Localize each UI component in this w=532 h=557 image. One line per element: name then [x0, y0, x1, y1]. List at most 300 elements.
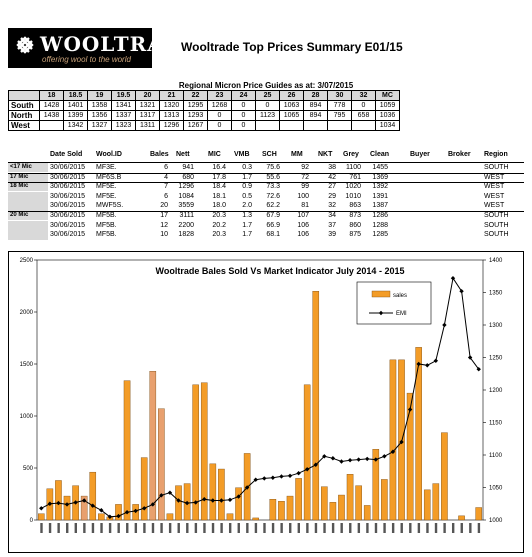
sales-cell: MF6S.B: [96, 173, 122, 181]
emi-point: [228, 498, 232, 502]
sales-bar: [321, 487, 327, 520]
emi-point: [442, 323, 446, 327]
micron-price-cell: [304, 121, 328, 131]
sales-bar: [296, 478, 302, 520]
sales-cell: 3559: [178, 202, 194, 210]
wool-knot-icon: [14, 34, 36, 56]
sales-cell: WEST: [484, 173, 505, 181]
sales-cell: 34: [328, 212, 336, 219]
sales-cell: 863: [349, 202, 361, 210]
micron-price-cell: [40, 121, 64, 131]
sales-cell: 75.6: [266, 164, 280, 171]
sales-cell: 55.6: [266, 173, 280, 181]
x-tick-label: [435, 523, 437, 533]
sales-cell: 67.9: [266, 212, 280, 219]
emi-point: [339, 459, 343, 463]
legend-sales-label: sales: [393, 293, 408, 299]
micron-price-cell: 894: [304, 111, 328, 121]
x-tick-label: [392, 523, 394, 533]
sales-bar: [235, 488, 241, 520]
sales-cell: 20.3: [212, 231, 226, 239]
sales-bar: [424, 490, 430, 520]
sales-bar: [175, 486, 181, 520]
sales-bar: [347, 474, 353, 520]
sales-bar: [253, 518, 259, 520]
sales-bar: [458, 516, 464, 520]
micron-price-cell: 1320: [160, 101, 184, 111]
emi-point: [271, 476, 275, 480]
sales-column-header: MM: [291, 151, 303, 158]
sales-bar: [167, 514, 173, 520]
sales-column-header: Date Sold: [50, 151, 83, 158]
sales-column-header: Broker: [448, 151, 471, 158]
sales-bar: [193, 385, 199, 520]
x-tick-label: [323, 523, 325, 533]
micron-price-cell: 0: [256, 101, 280, 111]
micron-price-cell: 1059: [376, 101, 400, 111]
sales-bar: [407, 393, 413, 520]
x-tick-label: [340, 523, 342, 533]
micron-column-header: 21: [160, 91, 184, 101]
x-tick-label: [92, 523, 94, 533]
wooltrade-logo: [8, 28, 199, 68]
x-tick-label: [306, 523, 308, 533]
sales-cell: 4: [164, 173, 168, 181]
x-tick-label: [401, 523, 403, 533]
right-axis-tick-label: 1000: [489, 518, 503, 524]
micron-price-cell: 1337: [112, 111, 136, 121]
micron-column-header: 20: [136, 91, 160, 101]
micron-price-cell: 0: [208, 111, 232, 121]
sales-cell: 30/06/2015: [50, 212, 86, 219]
left-axis-tick-label: 2500: [19, 258, 33, 264]
micron-price-cell: 1036: [376, 111, 400, 121]
sales-row: [8, 211, 524, 220]
x-tick-label: [426, 523, 428, 533]
micron-price-cell: 658: [352, 111, 376, 121]
sales-cell: 3111: [179, 212, 194, 219]
sales-bar: [390, 360, 396, 520]
micron-price-cell: 1065: [280, 111, 304, 121]
bales-vs-emi-chart: [8, 251, 524, 553]
right-axis-tick-label: 1050: [489, 485, 503, 492]
micron-price-cell: 795: [328, 111, 352, 121]
sales-cell: 106: [297, 231, 309, 239]
region-label: South: [9, 101, 40, 111]
x-tick-label: [246, 523, 248, 533]
sales-cell: 72.6: [266, 192, 280, 200]
sales-cell: 30/06/2015: [50, 221, 86, 229]
x-tick-label: [212, 523, 214, 533]
sales-cell: 42: [328, 173, 336, 181]
x-tick-label: [255, 523, 257, 533]
x-tick-label: [40, 523, 42, 533]
sales-column-header: Nett: [176, 151, 190, 158]
sales-row: [8, 182, 524, 191]
micron-group-label: <17 Mic: [8, 163, 48, 172]
sales-cell: 27: [328, 183, 336, 191]
sales-cell: 29: [328, 192, 336, 200]
sales-cell: 30/06/2015: [50, 173, 86, 181]
x-tick-label: [358, 523, 360, 533]
sales-row: [8, 201, 524, 210]
sales-cell: SOUTH: [484, 231, 509, 239]
sales-column-header: Buyer: [410, 151, 430, 158]
micron-group-fill: [8, 201, 48, 211]
micron-price-cell: 1313: [160, 111, 184, 121]
x-tick-label: [75, 523, 77, 533]
x-tick-label: [289, 523, 291, 533]
sales-cell: 37: [328, 221, 336, 229]
sales-cell: MF5E.: [96, 183, 117, 191]
x-tick-label: [186, 523, 188, 533]
sales-column-header: Clean: [370, 151, 390, 158]
emi-point: [425, 363, 429, 367]
sales-cell: 1288: [372, 221, 388, 229]
micron-column-header: 30: [328, 91, 352, 101]
micron-group-label: 17 Mic: [8, 173, 48, 182]
legend-box: [357, 282, 431, 324]
x-tick-label: [409, 523, 411, 533]
micron-row: [9, 101, 400, 111]
micron-price-cell: 0: [232, 121, 256, 131]
emi-point: [434, 359, 438, 363]
micron-price-cell: 778: [328, 101, 352, 111]
micron-price-cell: 1401: [64, 101, 88, 111]
micron-price-cell: 0: [232, 101, 256, 111]
micron-guide-title: Regional Micron Price Guides as at: 3/07/2015: [178, 81, 354, 90]
micron-price-cell: 1327: [88, 121, 112, 131]
emi-point: [279, 474, 283, 478]
sales-cell: WEST: [484, 202, 505, 210]
x-tick-label: [315, 523, 317, 533]
sales-cell: 2200: [178, 221, 194, 229]
sales-column-header: Region: [484, 151, 508, 158]
micron-column-header: 32: [352, 91, 376, 101]
sales-cell: 761: [349, 173, 361, 181]
sales-bar: [90, 472, 96, 520]
sales-cell: 1010: [345, 192, 361, 200]
sales-bar: [476, 508, 482, 520]
sales-cell: 1296: [178, 183, 194, 191]
sales-cell: 7: [164, 183, 168, 191]
region-label: North: [9, 111, 40, 121]
sales-bar: [356, 486, 362, 520]
micron-column-header: 24: [232, 91, 256, 101]
sales-cell: 860: [349, 221, 361, 229]
sales-cell: 81: [301, 202, 309, 210]
left-axis-tick-label: 1000: [19, 414, 33, 420]
sales-cell: 0.9: [242, 183, 252, 191]
x-tick-label: [272, 523, 274, 533]
chart-legend: [357, 282, 431, 324]
sales-cell: 20.2: [212, 221, 226, 229]
sales-column-header: VMB: [234, 151, 250, 158]
sales-cell: 20: [160, 202, 168, 210]
micron-column-header: 19.5: [112, 91, 136, 101]
micron-group-label: 18 Mic: [8, 182, 48, 191]
micron-group-fill: [8, 221, 48, 231]
sales-cell: 100: [297, 192, 309, 200]
x-tick-label: [366, 523, 368, 533]
sales-cell: 17.8: [212, 173, 226, 181]
sales-cell: SOUTH: [484, 164, 509, 171]
micron-column-header: 19: [88, 91, 112, 101]
sales-cell: MF5B.: [96, 221, 117, 229]
x-tick-label: [332, 523, 334, 533]
micron-price-cell: 1399: [64, 111, 88, 121]
sales-cell: WEST: [484, 192, 505, 200]
micron-price-cell: [328, 121, 352, 131]
x-tick-label: [126, 523, 128, 533]
sales-bar: [124, 381, 130, 520]
micron-price-cell: [256, 121, 280, 131]
sales-cell: 30/06/2015: [50, 192, 86, 200]
micron-price-cell: 894: [304, 101, 328, 111]
sales-bar: [141, 458, 147, 520]
micron-price-cell: 1358: [88, 101, 112, 111]
micron-price-cell: 0: [352, 101, 376, 111]
micron-price-cell: 1267: [184, 121, 208, 131]
right-axis-tick-label: 1250: [489, 355, 503, 362]
micron-price-cell: 1438: [40, 111, 64, 121]
sales-cell: 20.3: [212, 212, 226, 219]
micron-price-cell: 1341: [112, 101, 136, 111]
emi-point: [288, 474, 292, 478]
sales-bar: [304, 385, 310, 520]
sales-row: [8, 230, 524, 239]
sales-cell: 0.5: [242, 192, 252, 200]
sales-cell: MF5E.: [96, 192, 117, 200]
sales-cell: 1020: [345, 183, 361, 191]
emi-point: [382, 454, 386, 458]
x-tick-label: [280, 523, 282, 533]
emi-point: [348, 458, 352, 462]
emi-point: [39, 506, 43, 510]
x-tick-label: [100, 523, 102, 533]
right-axis-tick-label: 1400: [489, 258, 503, 264]
micron-column-header: 26: [280, 91, 304, 101]
x-tick-label: [169, 523, 171, 533]
sales-cell: 17: [160, 212, 168, 219]
micron-row: [9, 121, 400, 131]
sales-cell: 0.3: [242, 164, 252, 171]
sales-bar: [218, 469, 224, 520]
sales-cell: 1391: [372, 192, 388, 200]
sales-cell: 1084: [178, 192, 194, 200]
x-tick-label: [203, 523, 205, 533]
legend-sales-swatch: [372, 291, 390, 297]
x-tick-label: [229, 523, 231, 533]
x-tick-label: [452, 523, 454, 533]
sales-cell: 1100: [345, 164, 361, 171]
x-tick-label: [469, 523, 471, 533]
sales-cell: SOUTH: [484, 221, 509, 229]
micron-price-cell: 1311: [136, 121, 160, 131]
micron-price-cell: 1296: [160, 121, 184, 131]
micron-price-cell: 1034: [376, 121, 400, 131]
x-tick-label: [349, 523, 351, 533]
sales-bar: [270, 499, 276, 520]
micron-column-header: 25: [256, 91, 280, 101]
sales-cell: 1369: [372, 173, 388, 181]
emi-point: [262, 476, 266, 480]
x-tick-label: [220, 523, 222, 533]
sales-cell: 10: [160, 231, 168, 239]
sales-column-header: NKT: [318, 151, 333, 158]
sales-bar: [287, 496, 293, 520]
x-tick-label: [418, 523, 420, 533]
sales-cell: 68.1: [266, 231, 280, 239]
sales-column-header: Wool.ID: [96, 151, 122, 158]
sales-cell: 62.2: [266, 202, 280, 210]
sales-cell: MWF5S.: [96, 202, 124, 210]
right-axis-tick-label: 1300: [489, 323, 503, 329]
right-axis-tick-label: 1200: [489, 388, 503, 394]
micron-group-fill: [8, 230, 48, 240]
left-axis-tick-label: 500: [22, 466, 33, 472]
sales-cell: 6: [164, 192, 168, 200]
x-tick-label: [478, 523, 480, 533]
sales-cell: 1455: [372, 164, 388, 171]
micron-column-header: 22: [184, 91, 208, 101]
sales-bar: [55, 480, 61, 520]
left-axis-tick-label: 1500: [19, 362, 33, 368]
x-tick-label: [83, 523, 85, 533]
micron-column-header: 18.5: [64, 91, 88, 101]
left-axis-tick-label: 2000: [19, 310, 33, 316]
sales-cell: 6: [164, 164, 168, 171]
sales-cell: 106: [297, 221, 309, 229]
x-tick-label: [298, 523, 300, 533]
micron-price-cell: [352, 121, 376, 131]
x-tick-label: [135, 523, 137, 533]
sales-cell: 18.0: [212, 202, 226, 210]
x-tick-label: [109, 523, 111, 533]
sales-bar: [441, 433, 447, 520]
sales-cell: 73.3: [266, 183, 280, 191]
micron-column-header: 28: [304, 91, 328, 101]
sales-cell: 1.3: [242, 212, 252, 219]
sales-cell: 12: [160, 221, 168, 229]
micron-price-cell: 1342: [64, 121, 88, 131]
micron-price-cell: 1063: [280, 101, 304, 111]
sales-row: [8, 163, 524, 172]
sales-cell: 2.0: [242, 202, 252, 210]
sales-cell: 107: [297, 212, 309, 219]
micron-price-table: [8, 90, 400, 131]
x-tick-label: [178, 523, 180, 533]
sales-cell: 18.4: [212, 183, 226, 191]
chart-title: Wooltrade Bales Sold Vs Market Indicator July 2014 - 2015: [155, 266, 405, 276]
micron-price-cell: 1356: [88, 111, 112, 121]
sales-bar: [330, 502, 336, 520]
sales-cell: 30/06/2015: [50, 231, 86, 239]
sales-bar: [313, 291, 319, 520]
sales-cell: 32: [328, 202, 336, 210]
micron-price-cell: 1321: [136, 101, 160, 111]
page-title: Wooltrade Top Prices Summary E01/15: [181, 40, 403, 54]
left-axis-tick-label: 0: [29, 518, 33, 524]
sales-row: [8, 192, 524, 201]
micron-header-blank: [9, 91, 40, 101]
emi-point: [365, 457, 369, 461]
x-tick-label: [160, 523, 162, 533]
sales-cell: 1387: [372, 202, 388, 210]
sales-cell: 1.7: [242, 221, 252, 229]
sales-cell: 38: [328, 164, 336, 171]
micron-price-cell: 1317: [136, 111, 160, 121]
micron-group-label: 20 Mic: [8, 211, 48, 220]
sales-cell: 1286: [372, 212, 388, 219]
sales-row: [8, 221, 524, 230]
emi-point: [331, 456, 335, 460]
sales-column-header: MIC: [208, 151, 221, 158]
micron-group-fill: [8, 192, 48, 202]
sales-cell: 1392: [372, 183, 388, 191]
right-axis-tick-label: 1100: [489, 453, 502, 459]
brand-name: WOOLTRADE: [40, 32, 199, 56]
sales-cell: 873: [349, 212, 361, 219]
x-tick-label: [383, 523, 385, 533]
sales-cell: 39: [328, 231, 336, 239]
sales-bar: [338, 495, 344, 520]
micron-price-cell: 1428: [40, 101, 64, 111]
sales-bar: [158, 409, 164, 520]
sales-cell: MF3E.: [96, 164, 117, 171]
emi-point: [356, 457, 360, 461]
sales-column-header: SCH: [262, 151, 277, 158]
chart-svg: [9, 252, 523, 552]
sales-row: [8, 173, 524, 182]
x-tick-label: [66, 523, 68, 533]
sales-bar: [278, 501, 284, 520]
sales-bar: [150, 371, 156, 520]
legend-emi-label: EMI: [396, 311, 407, 317]
sales-cell: SOUTH: [484, 212, 509, 219]
micron-price-cell: 1123: [256, 111, 280, 121]
sales-bar: [364, 505, 370, 520]
sales-cell: 30/06/2015: [50, 164, 86, 171]
sales-bar: [64, 496, 70, 520]
x-tick-label: [238, 523, 240, 533]
micron-price-cell: 0: [208, 121, 232, 131]
sales-bar: [227, 514, 233, 520]
sales-cell: MF5B.: [96, 231, 117, 239]
x-tick-label: [117, 523, 119, 533]
sales-cell: 66.9: [266, 221, 280, 229]
x-tick-label: [443, 523, 445, 533]
x-tick-label: [375, 523, 377, 533]
sales-cell: 99: [301, 183, 309, 191]
sales-cell: 1.7: [242, 231, 252, 239]
x-tick-label: [57, 523, 59, 533]
sales-cell: MF5B.: [96, 212, 117, 219]
sales-bar: [98, 514, 104, 520]
sales-column-header: Bales: [150, 151, 169, 158]
right-axis-tick-label: 1150: [489, 420, 502, 427]
micron-column-header: 23: [208, 91, 232, 101]
micron-row: [9, 111, 400, 121]
sales-bar: [433, 484, 439, 520]
sales-bar: [38, 514, 44, 520]
sales-cell: 16.4: [212, 164, 226, 171]
sales-column-header: Grey: [343, 151, 359, 158]
sales-cell: 30/06/2015: [50, 202, 86, 210]
x-tick-label: [461, 523, 463, 533]
micron-column-header: MC: [376, 91, 400, 101]
x-tick-label: [152, 523, 154, 533]
